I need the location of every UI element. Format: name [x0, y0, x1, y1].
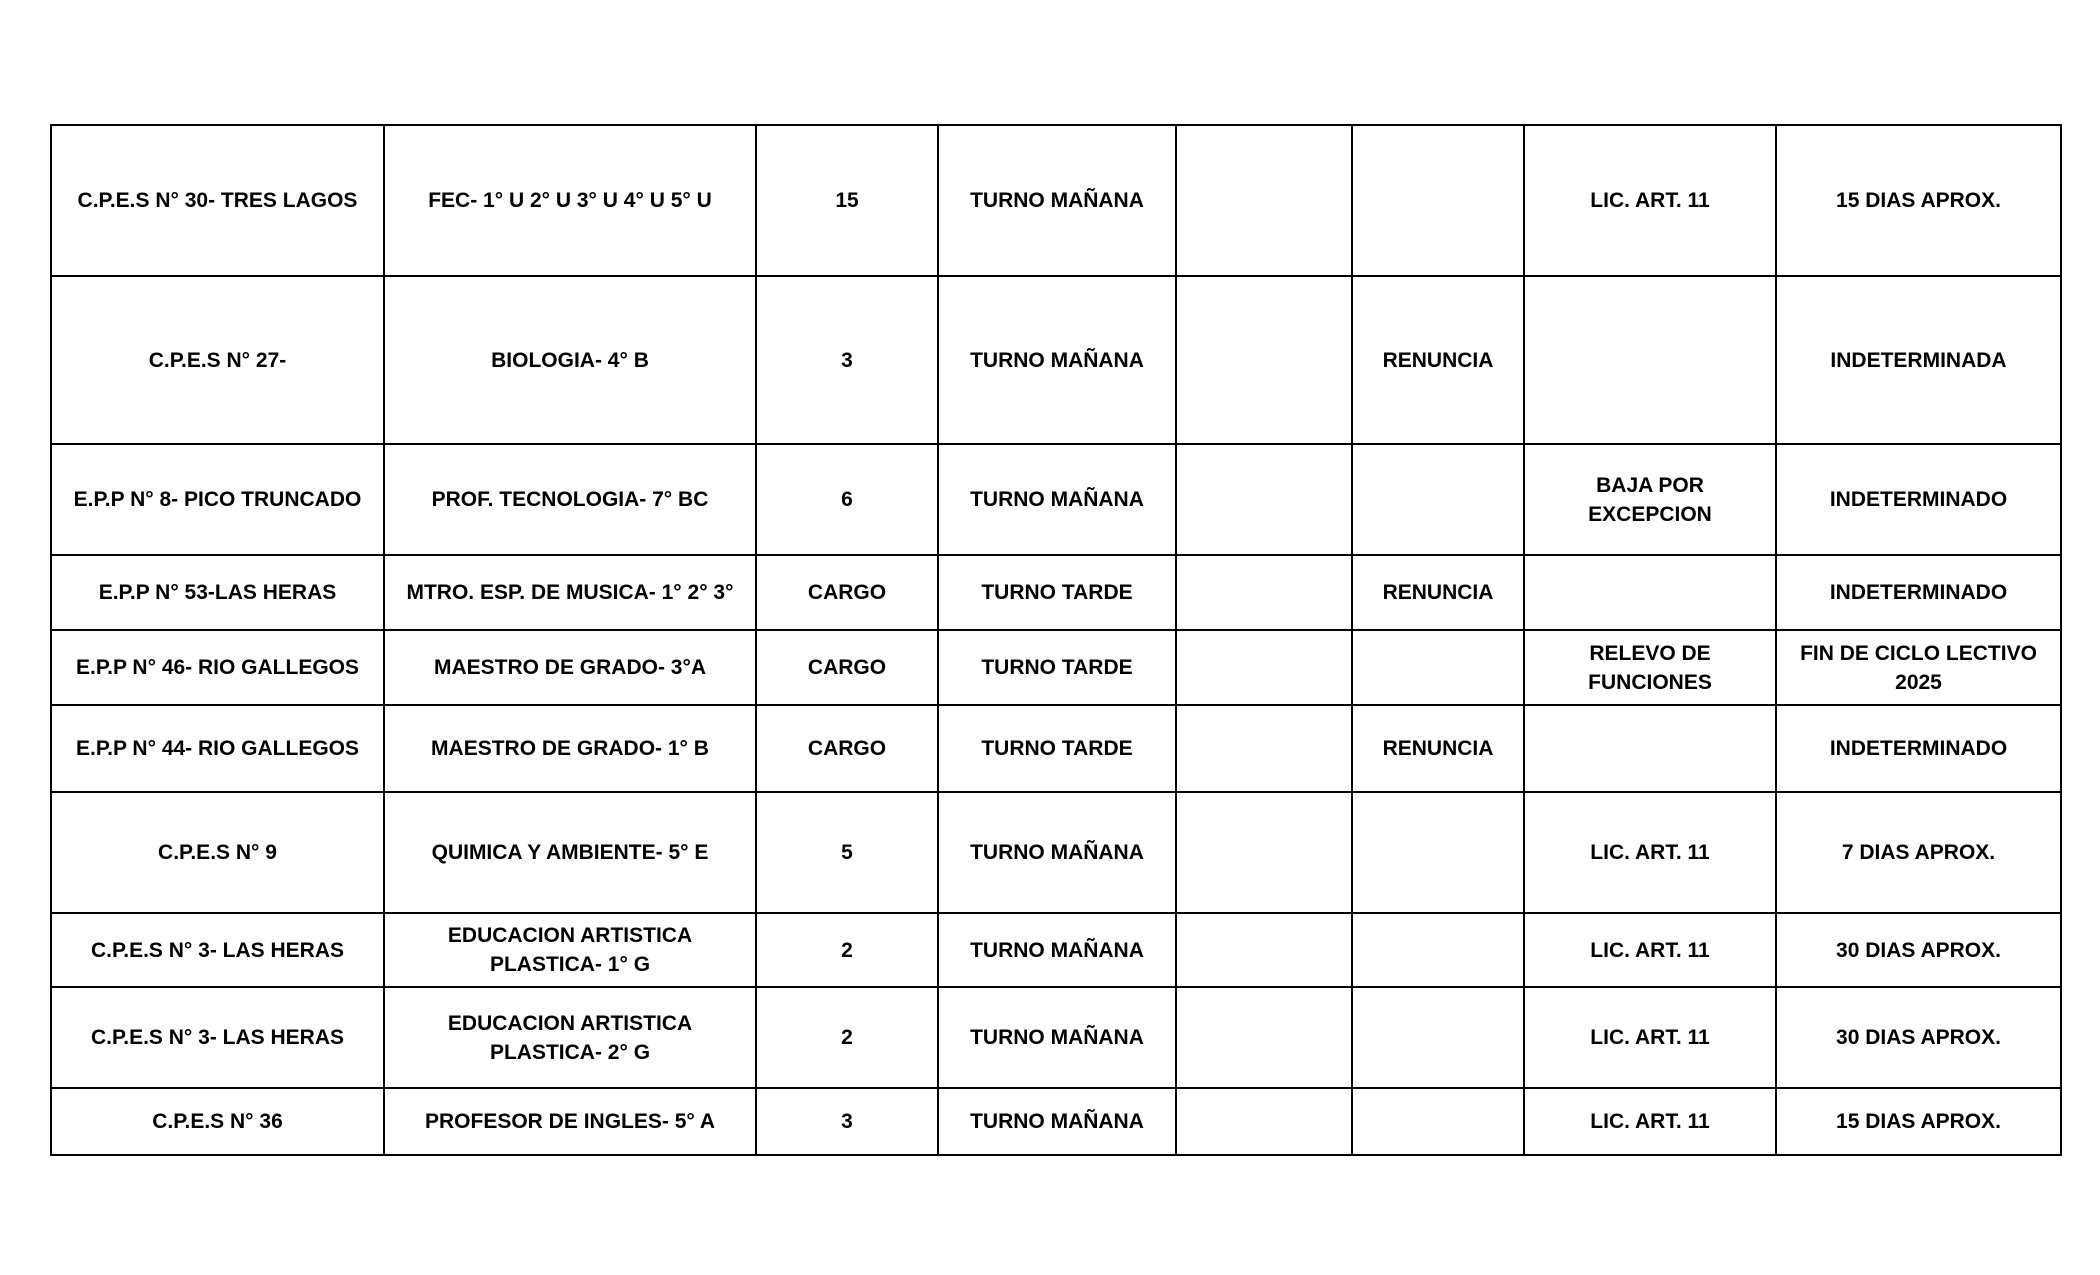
- empty-cell: [1176, 1088, 1352, 1155]
- table-row: [51, 1088, 2061, 1155]
- subject-cell: PROF. TECNOLOGIA- 7° BC: [384, 444, 756, 555]
- resignation-cell: [1352, 444, 1524, 555]
- shift-cell: TURNO TARDE: [938, 630, 1176, 705]
- duration-cell: 30 DIAS APROX.: [1776, 987, 2061, 1088]
- empty-cell: [1176, 987, 1352, 1088]
- duration-cell: FIN DE CICLO LECTIVO 2025: [1776, 630, 2061, 705]
- reason-cell: LIC. ART. 11: [1524, 913, 1776, 987]
- hours-cell: 15: [756, 125, 938, 276]
- resignation-cell: [1352, 125, 1524, 276]
- duration-cell: 7 DIAS APROX.: [1776, 792, 2061, 913]
- school-cell: C.P.E.S N° 3- LAS HERAS: [51, 913, 384, 987]
- subject-cell: EDUCACION ARTISTICA PLASTICA- 1° G: [384, 913, 756, 987]
- reason-cell: LIC. ART. 11: [1524, 792, 1776, 913]
- hours-cell: CARGO: [756, 555, 938, 630]
- resignation-cell: [1352, 792, 1524, 913]
- shift-cell: TURNO MAÑANA: [938, 913, 1176, 987]
- subject-cell: PROFESOR DE INGLES- 5° A: [384, 1088, 756, 1155]
- table-row: [51, 276, 2061, 444]
- table-row: [51, 987, 2061, 1088]
- empty-cell: [1176, 913, 1352, 987]
- hours-cell: 5: [756, 792, 938, 913]
- school-cell: E.P.P N° 46- RIO GALLEGOS: [51, 630, 384, 705]
- shift-cell: TURNO MAÑANA: [938, 276, 1176, 444]
- reason-cell: LIC. ART. 11: [1524, 125, 1776, 276]
- resignation-cell: RENUNCIA: [1352, 276, 1524, 444]
- shift-cell: TURNO MAÑANA: [938, 444, 1176, 555]
- school-cell: E.P.P N° 44- RIO GALLEGOS: [51, 705, 384, 792]
- resignation-cell: RENUNCIA: [1352, 555, 1524, 630]
- table-row: [51, 792, 2061, 913]
- school-cell: C.P.E.S N° 27-: [51, 276, 384, 444]
- subject-cell: MAESTRO DE GRADO- 3°A: [384, 630, 756, 705]
- table-row: [51, 125, 2061, 276]
- duration-cell: INDETERMINADO: [1776, 705, 2061, 792]
- subject-cell: EDUCACION ARTISTICA PLASTICA- 2° G: [384, 987, 756, 1088]
- duration-cell: 15 DIAS APROX.: [1776, 1088, 2061, 1155]
- duration-cell: INDETERMINADA: [1776, 276, 2061, 444]
- reason-cell: LIC. ART. 11: [1524, 987, 1776, 1088]
- subject-cell: BIOLOGIA- 4° B: [384, 276, 756, 444]
- subject-cell: MAESTRO DE GRADO- 1° B: [384, 705, 756, 792]
- shift-cell: TURNO MAÑANA: [938, 1088, 1176, 1155]
- reason-cell: LIC. ART. 11: [1524, 1088, 1776, 1155]
- shift-cell: TURNO TARDE: [938, 705, 1176, 792]
- hours-cell: 6: [756, 444, 938, 555]
- school-cell: E.P.P N° 53-LAS HERAS: [51, 555, 384, 630]
- resignation-cell: [1352, 630, 1524, 705]
- table-row: [51, 705, 2061, 792]
- empty-cell: [1176, 276, 1352, 444]
- subject-cell: MTRO. ESP. DE MUSICA- 1° 2° 3°: [384, 555, 756, 630]
- school-cell: C.P.E.S N° 30- TRES LAGOS: [51, 125, 384, 276]
- table-row: [51, 913, 2061, 987]
- shift-cell: TURNO MAÑANA: [938, 792, 1176, 913]
- school-cell: C.P.E.S N° 36: [51, 1088, 384, 1155]
- empty-cell: [1176, 444, 1352, 555]
- resignation-cell: RENUNCIA: [1352, 705, 1524, 792]
- shift-cell: TURNO MAÑANA: [938, 125, 1176, 276]
- school-cell: E.P.P N° 8- PICO TRUNCADO: [51, 444, 384, 555]
- reason-cell: BAJA POR EXCEPCION: [1524, 444, 1776, 555]
- table-body: [51, 125, 2061, 1155]
- resignation-cell: [1352, 913, 1524, 987]
- empty-cell: [1176, 792, 1352, 913]
- empty-cell: [1176, 555, 1352, 630]
- duration-cell: 15 DIAS APROX.: [1776, 125, 2061, 276]
- hours-cell: CARGO: [756, 630, 938, 705]
- resignation-cell: [1352, 987, 1524, 1088]
- hours-cell: CARGO: [756, 705, 938, 792]
- shift-cell: TURNO MAÑANA: [938, 987, 1176, 1088]
- resignation-cell: [1352, 1088, 1524, 1155]
- duration-cell: INDETERMINADO: [1776, 555, 2061, 630]
- shift-cell: TURNO TARDE: [938, 555, 1176, 630]
- duration-cell: INDETERMINADO: [1776, 444, 2061, 555]
- table-row: [51, 444, 2061, 555]
- reason-cell: [1524, 705, 1776, 792]
- vacancy-table: [50, 124, 2062, 1156]
- reason-cell: [1524, 555, 1776, 630]
- reason-cell: [1524, 276, 1776, 444]
- hours-cell: 2: [756, 913, 938, 987]
- empty-cell: [1176, 705, 1352, 792]
- subject-cell: FEC- 1° U 2° U 3° U 4° U 5° U: [384, 125, 756, 276]
- hours-cell: 2: [756, 987, 938, 1088]
- school-cell: C.P.E.S N° 3- LAS HERAS: [51, 987, 384, 1088]
- hours-cell: 3: [756, 1088, 938, 1155]
- hours-cell: 3: [756, 276, 938, 444]
- table-row: [51, 555, 2061, 630]
- empty-cell: [1176, 630, 1352, 705]
- empty-cell: [1176, 125, 1352, 276]
- reason-cell: RELEVO DE FUNCIONES: [1524, 630, 1776, 705]
- duration-cell: 30 DIAS APROX.: [1776, 913, 2061, 987]
- table-row: [51, 630, 2061, 705]
- school-cell: C.P.E.S N° 9: [51, 792, 384, 913]
- subject-cell: QUIMICA Y AMBIENTE- 5° E: [384, 792, 756, 913]
